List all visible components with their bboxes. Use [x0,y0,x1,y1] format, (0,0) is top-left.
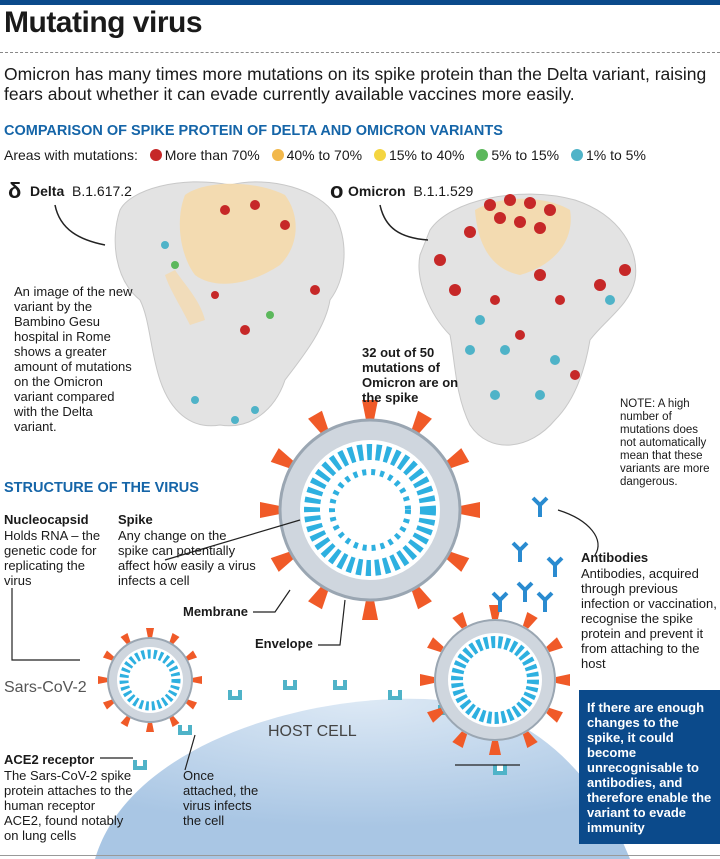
spike-title: Spike [118,512,153,527]
evade-immunity-box: If there are enough changes to the spike, it could become unrecognisable to antibodies, and therefore enable the variant to evade immunity [579,690,720,844]
omicron-symbol: o [330,178,344,203]
intro-text: Omicron has many times more mutations on its spike protein than the Delta variant, raising fears about whether it can evade currently available vaccines more easily. [4,64,707,104]
small-virus [98,628,202,732]
omicron-name: Omicron [348,183,406,199]
membrane-label: Membrane [183,604,249,619]
nucleocapsid-text: Holds RNA – the genetic code for replicating the virus [4,528,101,588]
omicron-caption: 32 out of 50 mutations of Omicron are on the spike [362,345,459,405]
page-title: Mutating virus [4,6,203,39]
omicron-label [348,184,473,199]
bottom-rule [0,855,720,856]
delta-symbol: δ [8,178,22,203]
omicron-spike-protein-image [419,194,636,445]
antibodies-text: Antibodies, acquired through previous infection or vaccination, recognise the spike protein and prevent it from attaching to the host [581,566,717,671]
note-text: NOTE: A high number of mutations does not automatically mean that these variants are more dangerous. [620,398,710,488]
legend-label: Areas with mutations: [4,147,138,164]
delta-name: Delta [30,183,65,199]
delta-caption: An image of the new variant by the Bambino Gesu hospital in Rome shows a greater amount of mutations on the Omicron variant compared with the Delta variant. [14,284,133,434]
envelope-label: Envelope [255,636,313,651]
antibody-icons [493,498,562,612]
delta-label [30,184,132,199]
legend-item-2: 40% to 70% [286,147,363,164]
ace2-text: The Sars-CoV-2 spike protein attaches to the human receptor ACE2, found notably on lung cells [4,768,133,843]
legend-item-5: 1% to 5% [585,147,646,164]
legend-item-4: 5% to 15% [491,147,560,164]
comparison-heading: COMPARISON OF SPIKE PROTEIN OF DELTA AND OMICRON VARIANTS [4,123,503,139]
once-attached-text: Once attached, the virus infects the cell [183,768,259,828]
omicron-code: B.1.1.529 [413,183,474,199]
ace2-title: ACE2 receptor [4,752,95,767]
host-cell-label: HOST CELL [268,723,357,740]
large-virus [260,400,480,620]
antibodies-title: Antibodies [581,550,649,565]
sars-label: Sars-CoV-2 [4,679,87,696]
legend-item-1: More than 70% [164,147,260,164]
nucleocapsid-title: Nucleocapsid [4,512,89,527]
structure-heading: STRUCTURE OF THE VIRUS [4,480,199,496]
delta-spike-protein-image [115,182,344,426]
legend-item-3: 15% to 40% [388,147,465,164]
delta-code: B.1.617.2 [72,183,132,199]
spike-text: Any change on the spike can potentially affect how easily a virus infects a cell [118,528,256,588]
